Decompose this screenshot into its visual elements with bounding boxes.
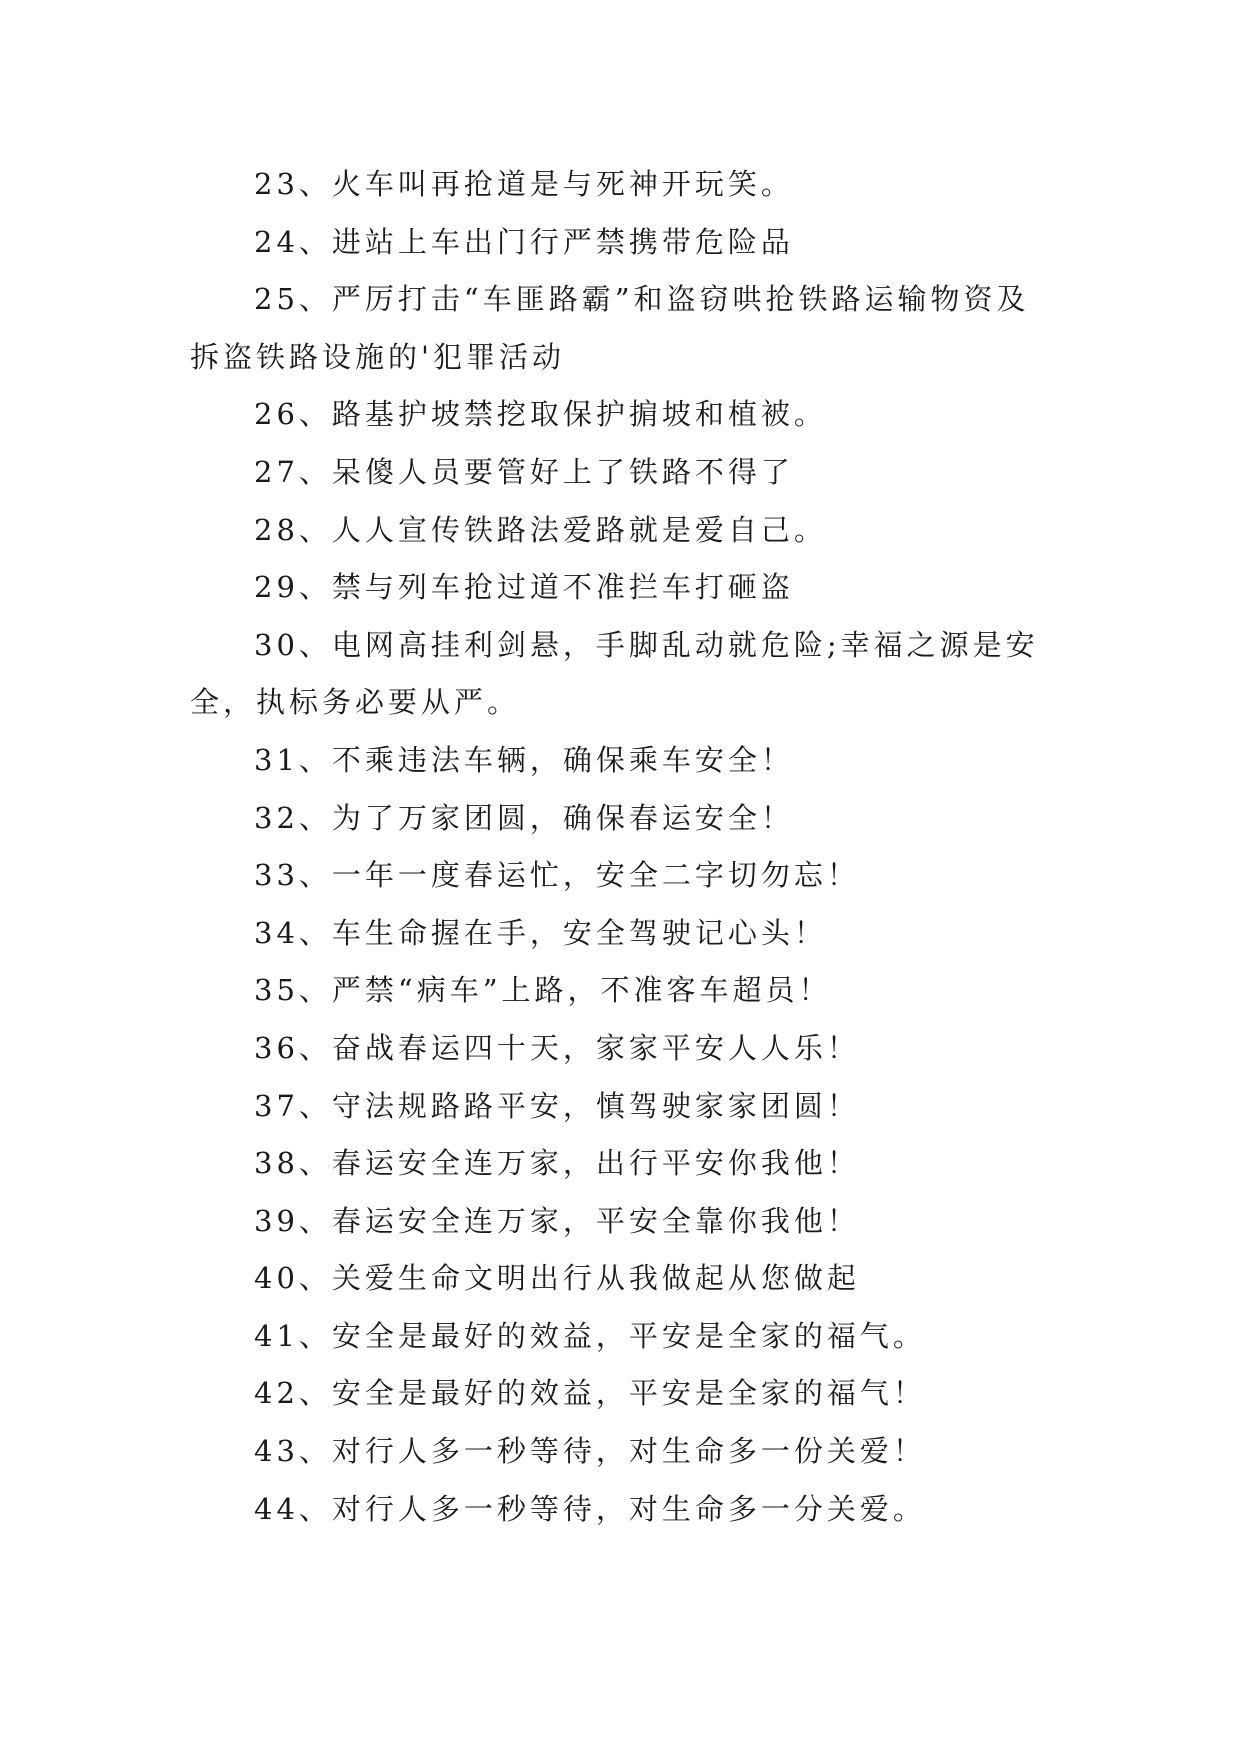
slogan-paragraph-30: 30、电网高挂利剑悬，手脚乱动就危险;幸福之源是安全，执标务必要从严。 <box>190 627 1039 720</box>
slogan-paragraph-42: 42、安全是最好的效益，平安是全家的福气！ <box>254 1376 926 1411</box>
slogan-paragraph-32: 32、为了万家团圆，确保春运安全！ <box>254 800 794 835</box>
slogan-paragraph-33: 33、一年一度春运忙，安全二字切勿忘！ <box>254 858 860 893</box>
slogan-paragraph-23: 23、火车叫再抢道是与死神开玩笑。 <box>254 167 794 201</box>
slogan-paragraph-37: 37、守法规路路平安，慎驾驶家家团圆！ <box>254 1088 860 1123</box>
slogan-paragraph-36: 36、奋战春运四十天，家家平安人人乐！ <box>254 1030 860 1065</box>
slogan-paragraph-31: 31、不乘违法车辆，确保乘车安全！ <box>254 742 794 777</box>
slogan-paragraph-29: 29、禁与列车抢过道不准拦车打砸盗 <box>254 570 794 605</box>
slogan-paragraph-44: 44、对行人多一秒等待，对生命多一分关爱。 <box>254 1491 926 1526</box>
slogan-paragraph-38: 38、春运安全连万家，出行平安你我他！ <box>254 1146 860 1181</box>
slogan-paragraph-25: 25、严厉打击“车匪路霸”和盗窃哄抢铁路运输物资及拆盗铁路设施的'犯罪活动 <box>190 282 1030 374</box>
slogan-paragraph-35: 35、严禁“病车”上路，不准客车超员！ <box>254 973 832 1008</box>
slogan-paragraph-43: 43、对行人多一秒等待，对生命多一份关爱！ <box>254 1434 926 1469</box>
slogan-paragraph-27: 27、呆傻人员要管好上了铁路不得了 <box>254 454 794 489</box>
slogan-paragraph-39: 39、春运安全连万家，平安全靠你我他！ <box>254 1203 860 1238</box>
slogan-paragraph-28: 28、人人宣传铁路法爱路就是爱自己。 <box>254 512 827 547</box>
slogan-paragraph-40: 40、关爱生命文明出行从我做起从您做起 <box>254 1261 860 1296</box>
document-body <box>190 156 1052 1538</box>
slogan-paragraph-24: 24、进站上车出门行严禁携带危险品 <box>254 224 794 259</box>
slogan-paragraph-26: 26、路基护坡禁挖取保护掮坡和植被。 <box>254 397 827 432</box>
slogan-paragraph-34: 34、车生命握在手，安全驾驶记心头！ <box>254 915 827 950</box>
slogan-paragraph-41: 41、安全是最好的效益，平安是全家的福气。 <box>254 1318 926 1353</box>
